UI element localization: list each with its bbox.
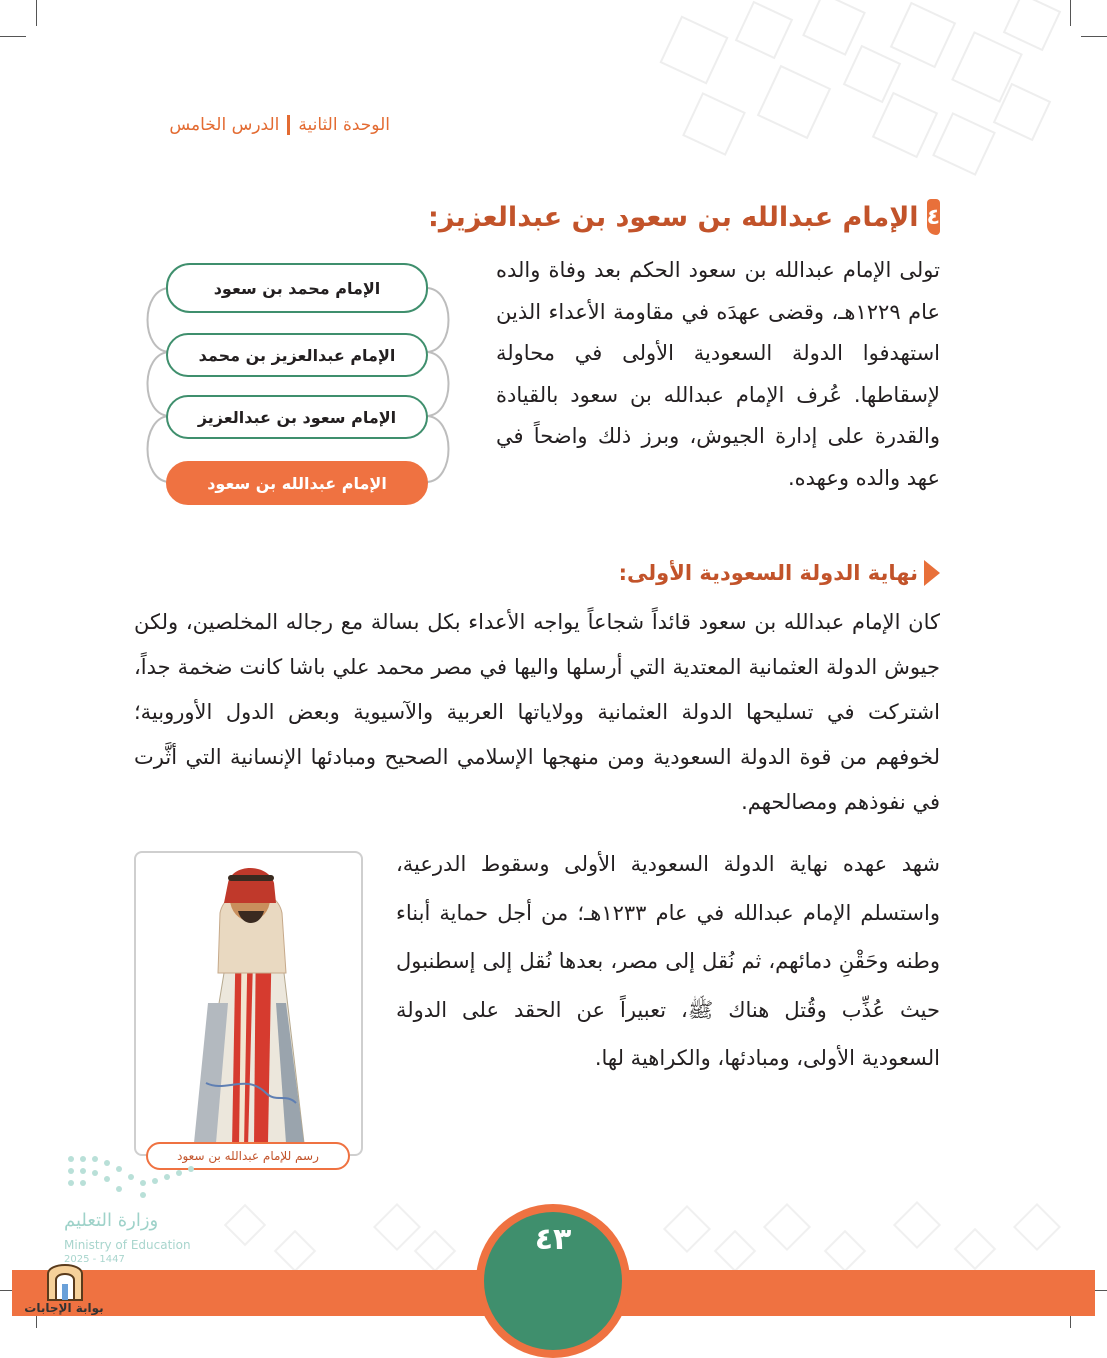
crop-mark: [36, 0, 37, 26]
section-heading: [430, 196, 940, 238]
watermark-logo-icon: [44, 1256, 86, 1302]
subsection-paragraph-2: شهد عهده نهاية الدولة السعودية الأولى وسقوط الدرعية، واستسلم الإمام عبدالله في عام ١٢٣٣هـ؛ من أجل حماية أبناء وطنه وحَقْنِ دمائهم، ثم نُقل إلى مصر، بعدها نُقل إلى إسطنبول حيث عُذِّب وقُتل هناك ﷺ، تعبيراً عن الحقد على الدولة السعودية الأولى، ومبادئها، والكراهية لها.: [396, 852, 940, 1070]
portrait-caption: رسم للإمام عبدالله بن سعود: [146, 1142, 350, 1170]
crop-mark: [1081, 36, 1107, 37]
subsection-title: نهاية الدولة السعودية الأولى:: [618, 561, 918, 585]
unit-label: الوحدة الثانية: [298, 115, 390, 135]
ministry-years: 2025 - 1447: [64, 1254, 125, 1265]
crop-mark: [0, 36, 26, 37]
crop-mark: [1070, 0, 1071, 26]
subsection-heading: [600, 556, 940, 590]
ministry-name-english: Ministry of Education: [64, 1238, 191, 1252]
breadcrumb-separator: [287, 115, 290, 135]
section-paragraph: تولى الإمام عبدالله بن سعود الحكم بعد وفاة والده عام ١٢٢٩هـ، وقضى عهدَه في مقاومة الأعداء الذين استهدفوا الدولة السعودية الأولى في محاولة لإسقاطها. عُرف الإمام عبدالله بن سعود بالقيادة والقدرة على إدارة الجيوش، وبرز ذلك واضحاً في عهد والده وعهده.: [496, 258, 940, 490]
portrait-illustration: [136, 853, 361, 1154]
lesson-label: الدرس الخامس: [169, 115, 280, 135]
arrow-icon: [924, 560, 940, 586]
breadcrumb: [130, 112, 390, 138]
lineage-item: الإمام سعود بن عبدالعزيز: [166, 395, 428, 439]
lineage-item-highlighted: الإمام عبدالله بن سعود: [166, 461, 428, 505]
page-number: ٤٣: [534, 1222, 572, 1257]
section-title: الإمام عبدالله بن سعود بن عبدالعزيز:: [428, 201, 919, 233]
portrait-frame: [134, 851, 363, 1156]
subsection-paragraph-1: كان الإمام عبدالله بن سعود قائداً شجاعاً يواجه الأعداء بكل بسالة مع رجاله المخلصين، ولكن جيوش الدولة العثمانية المعتدية التي أرسلها واليها في مصر محمد علي باشا كانت ضخمة جداً، اشتركت في تسليحها الدولة العثمانية وولاياتها العربية والآسيوية وبعض الدول الأوروبية؛ لخوفهم من قوة الدولة السعودية ومن منهجها الإسلامي الصحيح ومبادئها الإنسانية التي أثَّرت في نفوذهم ومصالحهم.: [134, 610, 940, 814]
ministry-name-arabic: وزارة التعليم: [64, 1210, 159, 1231]
lineage-item: الإمام محمد بن سعود: [166, 263, 428, 313]
watermark-label: بوابة الإجابات: [24, 1301, 104, 1315]
lineage-item: الإمام عبدالعزيز بن محمد: [166, 333, 428, 377]
section-number-badge: ٤: [927, 199, 940, 235]
